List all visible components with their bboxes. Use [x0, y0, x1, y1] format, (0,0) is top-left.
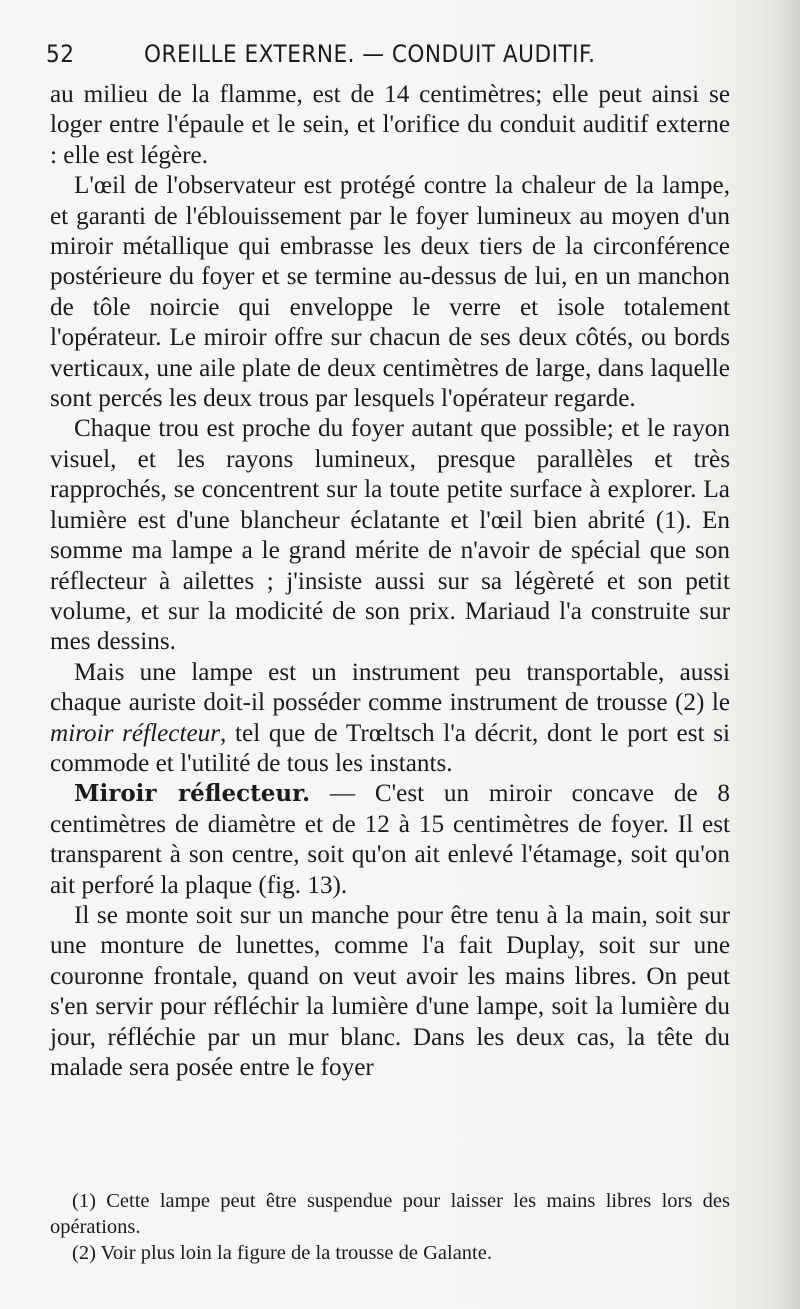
- paragraph-2: L'œil de l'observateur est protégé contre la chaleur de la lampe, et garanti de l'éblouissement par le foyer lumineux au moyen d'un miroir métallique qui embrasse les deux tiers de la circonférence postérieure du foyer et se termine au-dessus de lui, en un manchon de tôle noircie qui enveloppe le verre et isole totalement l'opérateur. Le miroir offre sur chacun de ses deux côtés, ou bords verticaux, une aile plate de deux centimètres de large, dans laquelle sont percés les deux trous par lesquels l'opérateur regarde.: [50, 172, 730, 413]
- footnotes: [50, 1188, 730, 1266]
- paragraph-6: Il se monte soit sur un manche pour être tenu à la main, soit sur une monture de lunettes, comme l'a fait Duplay, soit sur une couronne frontale, quand on veut avoir les mains libres. On peut s'en servir pour réfléchir la lumière d'une lampe, soit la lumière du jour, réfléchie par un mur blanc. Dans les deux cas, la tête du malade sera posée entre le foyer: [50, 901, 730, 1081]
- running-head: [46, 36, 736, 72]
- paragraph-4: [50, 658, 730, 780]
- chapter-title: OREILLE EXTERNE. — CONDUIT AUDITIF.: [144, 40, 596, 68]
- footnote-1: (1) Cette lampe peut être suspendue pour laisser les mains libres lors des opérations.: [50, 1190, 730, 1238]
- paragraph-1: au milieu de la flamme, est de 14 centimètres; elle peut ainsi se loger entre l'épaule et le sein, et l'orifice du conduit auditif externe : elle est légère.: [50, 81, 730, 169]
- paragraph-4-text-end: , tel que de Trœltsch l'a décrit, dont le port est si commode et l'utilité de tous les instants.: [50, 719, 730, 777]
- paragraph-5: [50, 779, 730, 901]
- footnote-2: (2) Voir plus loin la figure de la trousse de Galante.: [72, 1242, 492, 1264]
- page-edge-shadow: [778, 0, 800, 1309]
- section-heading-miroir-reflecteur: Miroir réflecteur.: [74, 780, 311, 808]
- paragraph-3: Chaque trou est proche du foyer autant que possible; et le rayon visuel, et les rayons lumineux, presque parallèles et très rapprochés, se concentrent sur la toute petite surface à explorer. La lumière est d'une blancheur éclatante et l'œil bien abrité (1). En somme ma lampe a le grand mérite de n'avoir de spécial que son réflecteur à ailettes ; j'insiste aussi sur sa légèreté et son petit volume, et sur la modicité de son prix. Mariaud l'a construite sur mes dessins.: [50, 415, 730, 656]
- body-text: [50, 80, 730, 1083]
- page-number: 52: [46, 40, 75, 68]
- italic-term-miroir-reflecteur: miroir réflecteur: [50, 719, 221, 747]
- paragraph-5-text: — C'est un miroir concave de 8 centimètres de diamètre et de 12 à 15 centimètres de foyer. Il est transparent à son centre, soit qu'on ait enlevé l'étamage, soit qu'on ait perforé la plaque (fig. 13).: [50, 780, 731, 899]
- paragraph-4-text-start: Mais une lampe est un instrument peu transportable, aussi chaque auriste doit-il posséder comme instrument de trousse (2) le: [50, 658, 730, 717]
